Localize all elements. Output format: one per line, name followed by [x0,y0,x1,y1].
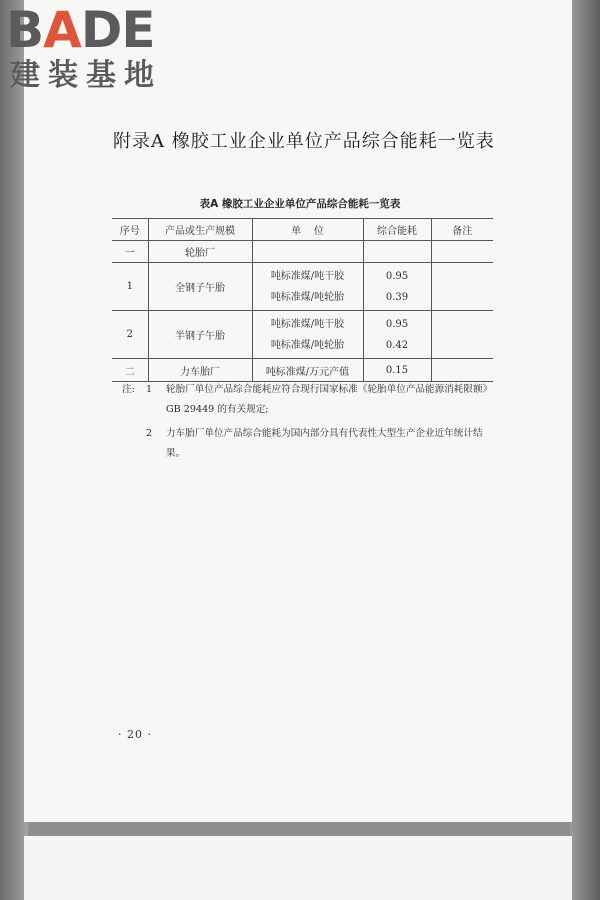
page-number: · 20 · [118,728,152,741]
note-item [122,380,494,420]
cell-unit: 吨标准煤/万元产值 [252,359,363,382]
cell-product: 全钢子午胎 [148,263,252,311]
cell-product: 力车胎厂 [148,359,252,382]
cell-energy-value: 0.95 [385,318,409,330]
cell-seq: 1 [112,263,148,311]
cell-product: 半钢子午胎 [148,311,252,359]
note-item [144,424,494,464]
cell-unit-line: 吨标准煤/吨轮胎 [270,339,345,351]
logo-accent-letter: A [43,1,81,59]
cell-energy-value: 0.42 [385,339,409,351]
cell-seq: 二 [112,359,148,382]
cell-unit-line: 吨标准煤/吨轮胎 [270,291,345,303]
header-energy: 综合能耗 [363,219,431,241]
note-text: 轮胎厂单位产品综合能耗应符合现行国家标准《轮胎单位产品能源消耗限额》GB 29449 的有关规定; [166,384,493,415]
cell-unit [252,311,363,359]
table-header-row [112,219,493,241]
cell-energy [363,311,431,359]
cell-seq: 2 [112,311,148,359]
cell-energy [363,263,431,311]
watermark-logo [0,0,180,100]
notes-label: 注: [122,384,135,395]
cell-category: 轮胎厂 [148,241,252,263]
next-page-edge [24,836,572,900]
table-row [112,359,493,382]
note-number: 2 [146,428,153,439]
table-row [112,263,493,311]
note-text: 力车胎厂单位产品综合能耗为国内部分具有代表性大型生产企业近年统计结果。 [166,428,483,459]
table-row [112,311,493,359]
header-remark: 备注 [431,219,493,241]
logo-brand: BADE [6,1,155,59]
right-shadow [570,0,600,900]
note-number: 1 [146,384,153,395]
cell-unit-line: 吨标准煤/吨干胶 [270,270,345,282]
cell-energy-value: 0.15 [363,359,431,382]
table-row [112,241,493,263]
cell-seq: 一 [112,241,148,263]
table-caption: 表A 橡胶工业企业单位产品综合能耗一览表 [199,198,401,210]
cell-energy-value: 0.39 [385,291,409,303]
table-notes [122,380,494,464]
header-product: 产品或生产规模 [148,219,252,241]
energy-table [112,218,493,382]
header-unit: 单 位 [252,219,363,241]
logo-subtitle: 建装基地 [10,58,162,93]
cell-unit-line: 吨标准煤/吨干胶 [270,318,345,330]
cell-energy-value: 0.95 [385,270,409,282]
header-seq: 序号 [112,219,148,241]
cell-unit [252,263,363,311]
appendix-title: 附录A 橡胶工业企业单位产品综合能耗一览表 [113,131,495,152]
